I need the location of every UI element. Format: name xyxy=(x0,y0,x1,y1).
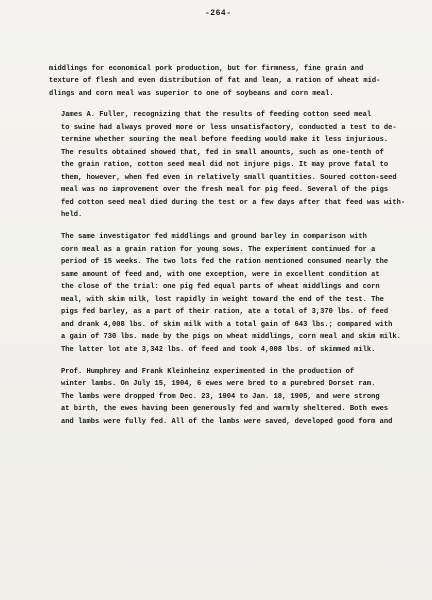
text-line: pigs fed barley, as a part of their ration, ate a total of 3,370 lbs. of feed xyxy=(61,308,389,317)
text-line: a gain of 730 lbs. made by the pigs on wheat middlings, corn meal and skim milk. xyxy=(61,333,401,342)
text-line: at birth, the ewes having been generously fed and warmly sheltered. Both ewes xyxy=(61,405,389,414)
text-line: the close of the trial: one pig fed equal parts of wheat middlings and corn xyxy=(61,283,380,292)
body-text xyxy=(49,63,406,438)
text-line: winter lambs. On July 15, 1904, 6 ewes were bred to a purebred Dorset ram. xyxy=(61,380,376,389)
text-line: fed cotton seed meal died during the test or a few days after that feed was with- xyxy=(61,198,406,207)
text-line: Prof. Humphrey and Frank Kleinheinz experimented in the production of xyxy=(61,367,355,376)
text-line: The same investigator fed middlings and ground barley in comparison with xyxy=(61,233,367,242)
text-line: to swine had always proved more or less unsatisfactory, conducted a test to de- xyxy=(61,123,397,132)
text-line: The results obtained showed that, fed in small amounts, such as one-tenth of xyxy=(61,148,384,157)
text-line: middlings for economical pork production, but for firmness, fine grain and xyxy=(49,65,364,73)
paragraph-1 xyxy=(49,63,388,100)
paragraph-4 xyxy=(49,366,393,428)
text-line: and lambs were fully fed. All of the lambs were saved, developed good form and xyxy=(61,417,393,426)
text-line: dlings and corn meal was superior to one of soybeans and corn meal. xyxy=(49,89,334,98)
text-line: and drank 4,008 lbs. of skim milk with a total gain of 643 lbs.; compared with xyxy=(61,320,393,329)
text-line: them, however, when fed even in relatively small quantities. Soured cotton-seed xyxy=(61,173,397,182)
text-line: held. xyxy=(61,210,83,219)
paragraph-2 xyxy=(49,109,406,221)
text-line: meal, with skim milk, lost rapidly in weight toward the end of the test. The xyxy=(61,295,384,304)
text-line: The latter lot ate 3,342 lbs. of feed and took 4,008 lbs. of skimmed milk. xyxy=(61,345,376,354)
page-number: -264- xyxy=(205,9,232,18)
text-line: period of 15 weeks. The two lots fed the ration mentioned consumed nearly the xyxy=(61,258,389,267)
text-line: texture of flesh and even distribution of fat and lean, a ration of wheat mid- xyxy=(49,77,381,86)
text-line: same amount of feed and, with one exception, were in excellent condition at xyxy=(61,270,380,279)
text-line: corn meal as a grain ration for young sows. The experiment continued for a xyxy=(61,245,376,254)
text-line: the grain ration, cotton seed meal did not injure pigs. It may prove fatal to xyxy=(61,161,389,170)
text-line: meal was no improvement over the fresh meal for pig feed. Several of the pigs xyxy=(61,186,389,195)
text-line: The lambs were dropped from Dec. 23, 1904 to Jan. 18, 1905, and were strong xyxy=(61,392,380,401)
text-line: James A. Fuller, recognizing that the results of feeding cotton seed meal xyxy=(61,111,372,120)
paragraph-3 xyxy=(49,231,401,356)
text-line: termine whether souring the meal before feeding would make it less injurious. xyxy=(61,136,389,145)
